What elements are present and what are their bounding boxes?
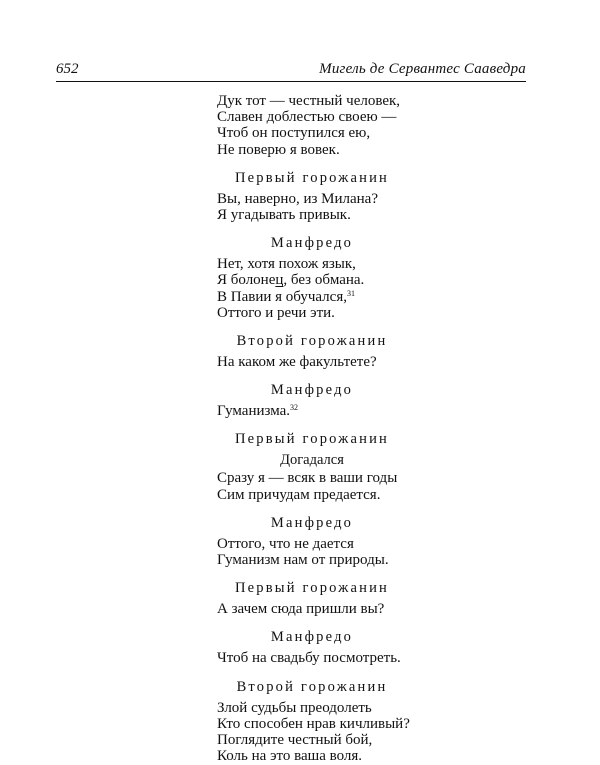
speaker-name: Манфредо bbox=[270, 514, 354, 531]
speaker-name: Первый горожанин bbox=[234, 431, 390, 448]
underlined-letter: ц bbox=[275, 272, 284, 289]
stanza bbox=[217, 536, 537, 568]
verse-text: В Павии я обучался, bbox=[217, 288, 347, 305]
stage-direction: Догадался bbox=[280, 452, 344, 469]
verse-line: Сразу я — всяк в ваши годы bbox=[217, 470, 398, 487]
verse-line: Славен доблестью своею — bbox=[217, 109, 397, 126]
verse-line: Не поверю я вовек. bbox=[217, 141, 340, 158]
verse-line: Чтоб на свадьбу посмотреть. bbox=[217, 650, 401, 667]
verse-line: Вы, наверно, из Милана? bbox=[217, 190, 379, 207]
stanza bbox=[217, 191, 537, 223]
verse-line bbox=[217, 272, 537, 288]
stanza bbox=[217, 650, 537, 666]
verse-line: Дук тот — честный человек, bbox=[217, 93, 401, 109]
verse-line: Чтоб он поступился ею, bbox=[217, 125, 371, 142]
stanza bbox=[217, 601, 537, 617]
speaker-name: Манфредо bbox=[270, 382, 354, 399]
verse-line: Злой судьбы преодолеть bbox=[217, 699, 372, 716]
stanza bbox=[217, 700, 537, 765]
speaker-name: Второй горожанин bbox=[236, 678, 388, 695]
verse-text: , без обмана. bbox=[283, 272, 365, 289]
stanza bbox=[217, 93, 537, 158]
verse-line: Оттого и речи эти. bbox=[217, 304, 335, 321]
stanza bbox=[217, 256, 537, 321]
verse-line: Гуманизм нам от природы. bbox=[217, 552, 389, 569]
verse-line bbox=[217, 289, 537, 305]
speaker-name: Манфредо bbox=[270, 629, 354, 646]
play-text bbox=[217, 93, 537, 764]
stanza bbox=[217, 403, 537, 419]
speaker-name: Первый горожанин bbox=[234, 580, 390, 597]
verse-line: Поглядите честный бой, bbox=[217, 732, 373, 749]
verse-line: Оттого, что не дается bbox=[217, 535, 354, 552]
verse-line: Кто способен нрав кичливый? bbox=[217, 715, 410, 732]
verse-line: Я угадывать привык. bbox=[217, 207, 351, 224]
verse-line: Нет, хотя похож язык, bbox=[217, 256, 356, 273]
footnote-marker: 32 bbox=[290, 403, 299, 413]
verse-line bbox=[217, 403, 537, 419]
verse-text: Я болоне bbox=[217, 272, 276, 289]
verse-line: На каком же факультете? bbox=[217, 354, 377, 371]
speaker-name: Манфредо bbox=[270, 235, 354, 252]
page-number: 652 bbox=[56, 61, 79, 77]
stanza bbox=[217, 354, 537, 370]
stanza bbox=[217, 470, 537, 502]
header-rule bbox=[56, 81, 526, 82]
speaker-name: Первый горожанин bbox=[234, 169, 390, 186]
verse-line: Сим причудам предается. bbox=[217, 486, 381, 503]
speaker-name: Второй горожанин bbox=[236, 333, 388, 350]
running-title: Мигель де Сервантес Сааведра bbox=[319, 61, 526, 77]
running-header bbox=[56, 61, 526, 81]
verse-line: А зачем сюда пришли вы? bbox=[217, 601, 385, 618]
footnote-marker: 31 bbox=[346, 288, 355, 298]
verse-line: Коль на это ваша воля. bbox=[217, 748, 363, 765]
verse-text: Гуманизма. bbox=[217, 403, 291, 420]
